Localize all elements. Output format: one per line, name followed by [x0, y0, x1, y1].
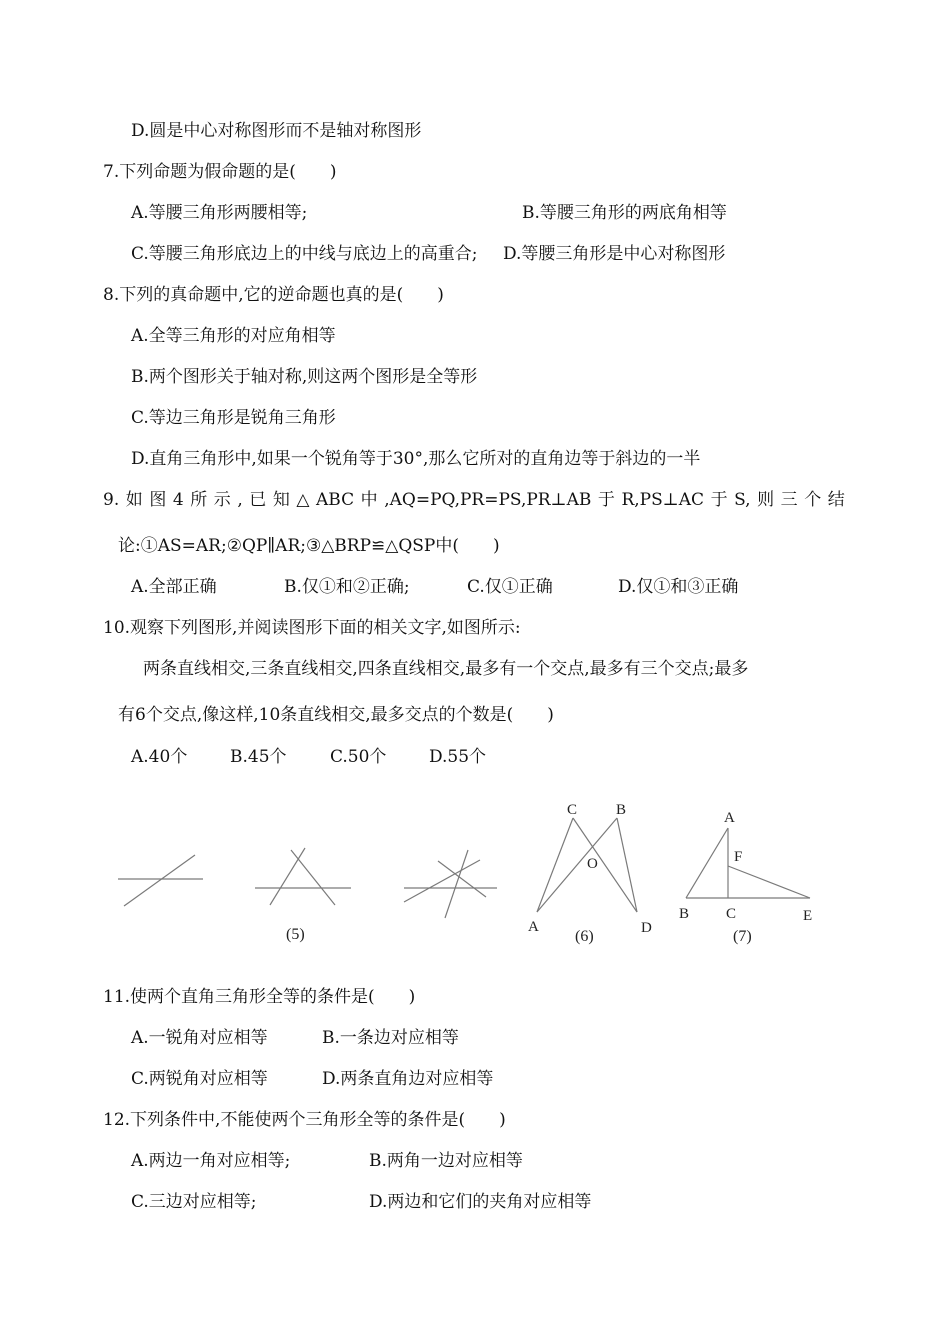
q6-option-d: D.圆是中心对称图形而不是轴对称图形: [131, 121, 422, 141]
q12-option-a: A.两边一角对应相等;: [131, 1151, 291, 1171]
q12-option-d: D.两边和它们的夹角对应相等: [369, 1192, 592, 1212]
q7-option-a: A.等腰三角形两腰相等;: [131, 203, 308, 223]
q10-option-c: C.50个: [330, 747, 387, 767]
fig7-label-c: C: [726, 906, 737, 922]
q9-stem-part: 图: [149, 490, 167, 510]
q9-stem-line2: 论:①AS=AR;②QP∥AR;③△BRP≌△QSP中( ): [118, 536, 500, 556]
fig6-label-b: B: [616, 802, 627, 818]
q9-stem-part: 所: [190, 490, 208, 510]
q9-stem-part: 知: [272, 490, 290, 510]
lines-figure-two: [118, 855, 203, 906]
line: [291, 850, 335, 905]
q9-stem-part: 于: [597, 490, 615, 510]
lines-figure-four: [404, 850, 497, 918]
q8-stem: 8.下列的真命题中,它的逆命题也真的是( ): [103, 285, 444, 305]
line: [270, 848, 305, 905]
figure-7-triangles: [686, 828, 810, 898]
line: [404, 860, 480, 902]
segment-ab: [686, 828, 728, 898]
q10-option-b: B.45个: [230, 747, 287, 767]
fig6-label-c: C: [567, 802, 578, 818]
q7-option-c: C.等腰三角形底边上的中线与底边上的高重合;: [131, 244, 478, 264]
q9-stem-part: 示: [213, 490, 231, 510]
q10-text-line2: 有6个交点,像这样,10条直线相交,最多交点的个数是( ): [118, 705, 554, 725]
q9-option-c: C.仅①正确: [467, 577, 553, 597]
q11-stem: 11.使两个直角三角形全等的条件是( ): [103, 987, 416, 1007]
q9-option-a: A.全部正确: [131, 577, 217, 597]
q11-option-c: C.两锐角对应相等: [131, 1069, 268, 1089]
q7-stem: 7.下列命题为假命题的是( ): [103, 162, 337, 182]
fig7-label-a: A: [724, 810, 735, 826]
q9-stem-part: 如: [125, 490, 143, 510]
q8-option-d: D.直角三角形中,如果一个锐角等于30°,那么它所对的直角边等于斜边的一半: [131, 449, 701, 469]
q9-stem-part: 则: [757, 490, 775, 510]
q8-option-c: C.等边三角形是锐角三角形: [131, 408, 336, 428]
q10-option-a: A.40个: [131, 747, 188, 767]
q11-option-a: A.一锐角对应相等: [131, 1028, 268, 1048]
q9-option-d: D.仅①和③正确: [618, 577, 739, 597]
q12-option-c: C.三边对应相等;: [131, 1192, 257, 1212]
q9-stem-part: 结: [827, 490, 845, 510]
q9-stem-part: ,AQ=PQ,PR=PS,PR⊥AB: [384, 490, 592, 510]
q9-stem-part: 于: [710, 490, 728, 510]
fig7-label-f: F: [734, 849, 743, 865]
q10-stem: 10.观察下列图形,并阅读图形下面的相关文字,如图所示:: [103, 618, 521, 638]
figures-panel: [0, 790, 950, 960]
q10-option-d: D.55个: [429, 747, 487, 767]
q9-option-b: B.仅①和②正确;: [284, 577, 410, 597]
figure-5-caption: (5): [286, 926, 305, 943]
q9-stem-part: △: [296, 490, 310, 510]
lines-figure-three: [255, 848, 351, 905]
q7-option-b: B.等腰三角形的两底角相等: [522, 203, 727, 223]
q8-option-a: A.全等三角形的对应角相等: [131, 326, 336, 346]
q9-stem-part: 4: [172, 490, 184, 510]
figure-7-caption: (7): [733, 928, 752, 945]
q9-stem-part: ,: [237, 490, 243, 510]
q11-option-d: D.两条直角边对应相等: [322, 1069, 494, 1089]
fig6-label-o: O: [587, 856, 598, 872]
q9-stem-part: ABC: [316, 490, 355, 510]
q9-stem-part: 个: [804, 490, 822, 510]
q8-option-b: B.两个图形关于轴对称,则这两个图形是全等形: [131, 367, 478, 387]
q9-stem-part: S,: [734, 490, 751, 510]
q9-stem-part: 三: [780, 490, 798, 510]
segment-fe: [728, 866, 810, 898]
line: [124, 855, 195, 906]
fig7-label-b: B: [679, 906, 690, 922]
line: [445, 850, 468, 918]
q11-option-b: B.一条边对应相等: [322, 1028, 459, 1048]
q12-stem: 12.下列条件中,不能使两个三角形全等的条件是( ): [103, 1110, 506, 1130]
figure-6-caption: (6): [575, 928, 594, 945]
q9-stem-part: 中: [360, 490, 378, 510]
segment-ca: [537, 818, 573, 912]
q9-stem-part: 已: [249, 490, 267, 510]
fig6-label-d: D: [641, 920, 652, 936]
q9-stem-part: 9.: [103, 490, 120, 510]
fig7-label-e: E: [803, 908, 813, 924]
q7-option-d: D.等腰三角形是中心对称图形: [503, 244, 726, 264]
q12-option-b: B.两角一边对应相等: [369, 1151, 523, 1171]
q9-stem-line1: [103, 489, 845, 511]
q9-stem-part: R,PS⊥AC: [621, 490, 705, 510]
q10-text-line1: 两条直线相交,三条直线相交,四条直线相交,最多有一个交点,最多有三个交点;最多: [143, 659, 749, 679]
fig6-label-a: A: [528, 919, 539, 935]
